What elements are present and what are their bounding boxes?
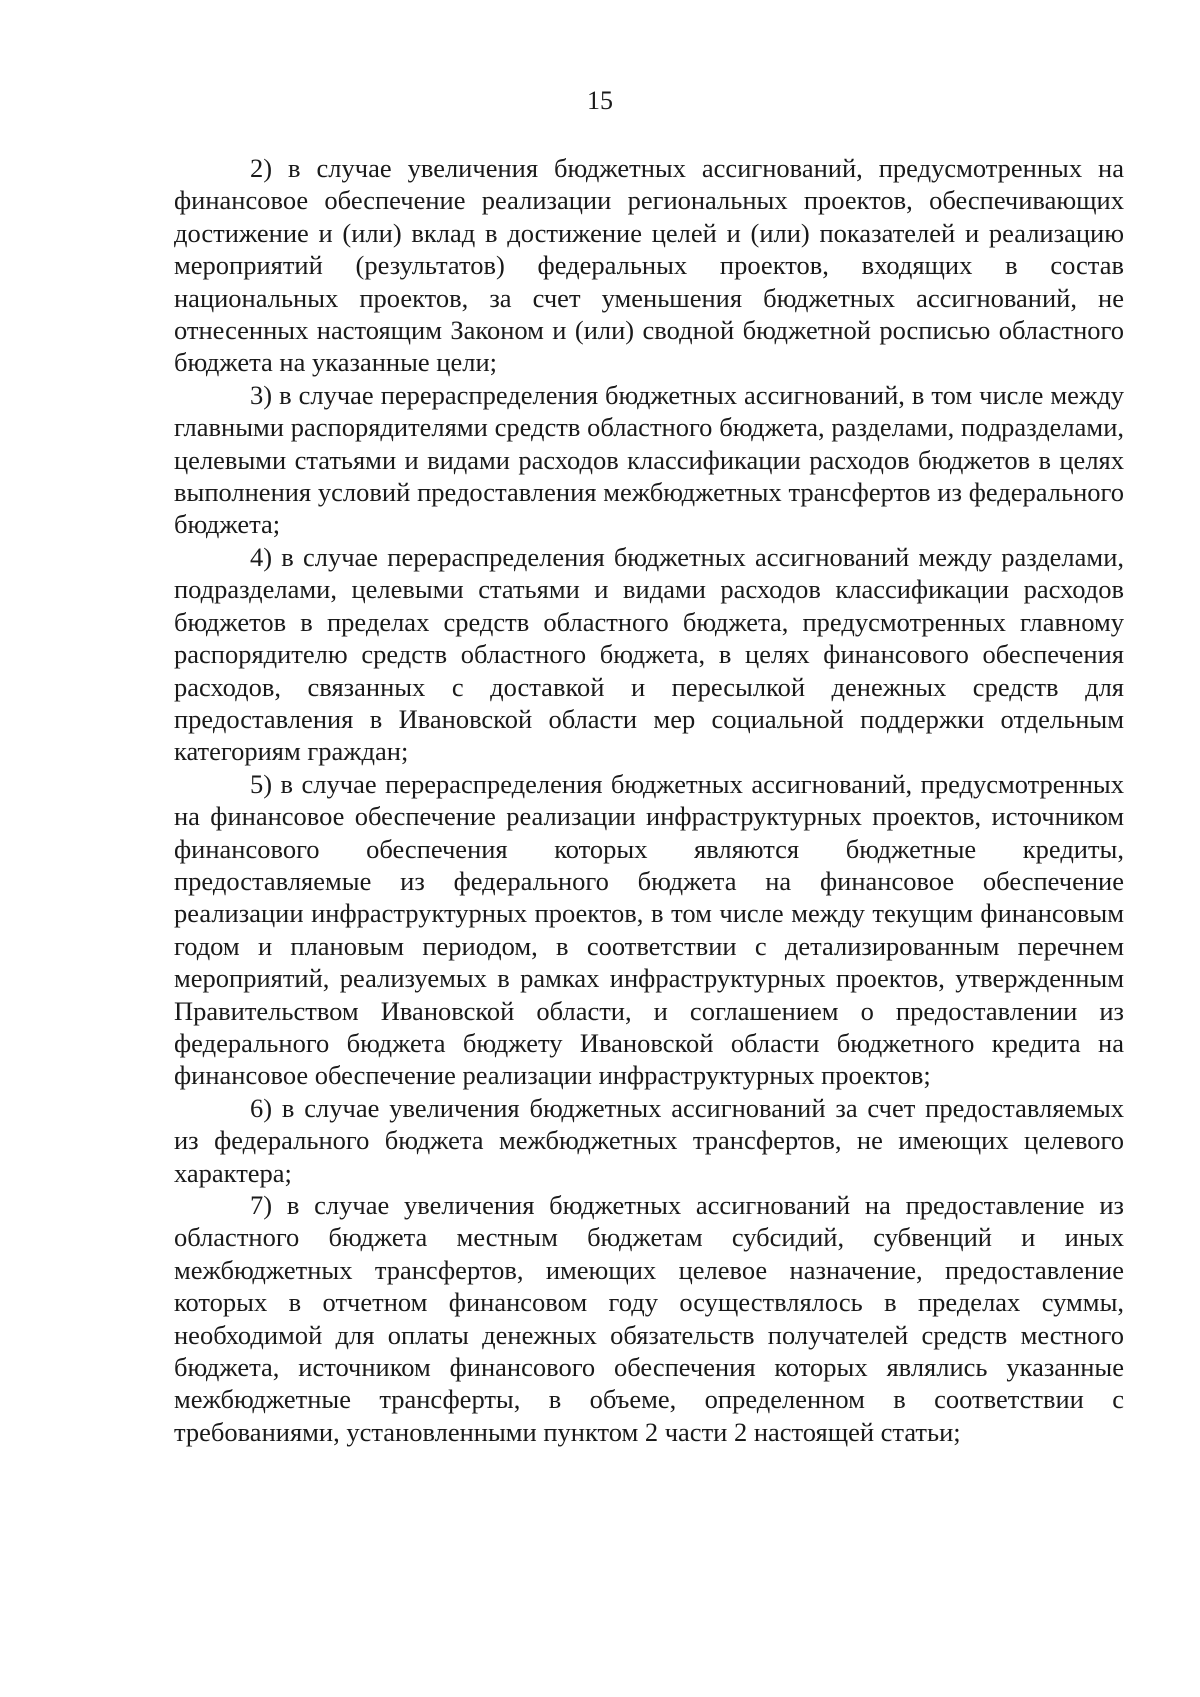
paragraph-item-6: 6) в случае увеличения бюджетных ассигнований за счет предоставляемых из федерального бюджета межбюджетных трансфертов, не имеющих целевого характера;	[174, 1092, 1124, 1188]
paragraph-item-2: 2) в случае увеличения бюджетных ассигнований, предусмотренных на финансовое обеспечение реализации региональных проектов, обеспечивающих достижение и (или) вклад в достижение целей и (или) показателей и реализацию мероприятий (результатов) федеральных проектов, входящих в состав национальных проектов, за счет уменьшения бюджетных ассигнований, не отнесенных настоящим Законом и (или) сводной бюджетной росписью областного бюджета на указанные цели;	[174, 153, 1124, 378]
page-number: 15	[587, 86, 613, 115]
paragraph-item-4: 4) в случае перераспределения бюджетных ассигнований между разделами, подразделами, целевыми статьями и видами расходов классификации расходов бюджетов в пределах средств областного бюджета, предусмотренных главному распорядителю средств областного бюджета, в целях финансового обеспечения расходов, связанных с доставкой и пересылкой денежных средств для предоставления в Ивановской области мер социальной поддержки отдельным категориям граждан;	[174, 541, 1124, 767]
document-body	[174, 152, 1124, 1448]
paragraph-item-3: 3) в случае перераспределения бюджетных ассигнований, в том числе между главными распорядителями средств областного бюджета, разделами, подразделами, целевыми статьями и видами расходов классификации расходов бюджетов в целях выполнения условий предоставления межбюджетных трансфертов из федерального бюджета;	[174, 379, 1124, 540]
paragraph-item-5: 5) в случае перераспределения бюджетных ассигнований, предусмотренных на финансовое обеспечение реализации инфраструктурных проектов, источником финансового обеспечения которых являются бюджетные кредиты, предоставляемые из федерального бюджета на финансовое обеспечение реализации инфраструктурных проектов, в том числе между текущим финансовым годом и плановым периодом, в соответствии с детализированным перечнем мероприятий, реализуемых в рамках инфраструктурных проектов, утвержденным Правительством Ивановской области, и соглашением о предоставлении из федерального бюджета бюджету Ивановской области бюджетного кредита на финансовое обеспечение реализации инфраструктурных проектов;	[174, 768, 1124, 1091]
paragraph-item-7: 7) в случае увеличения бюджетных ассигнований на предоставление из областного бюджета местным бюджетам субсидий, субвенций и иных межбюджетных трансфертов, имеющих целевое назначение, предоставление которых в отчетном финансовом году осуществлялось в пределах суммы, необходимой для оплаты денежных обязательств получателей средств местного бюджета, источником финансового обеспечения которых являлись указанные межбюджетные трансферты, в объеме, определенном в соответствии с требованиями, установленными пунктом 2 части 2 настоящей статьи;	[174, 1190, 1124, 1447]
